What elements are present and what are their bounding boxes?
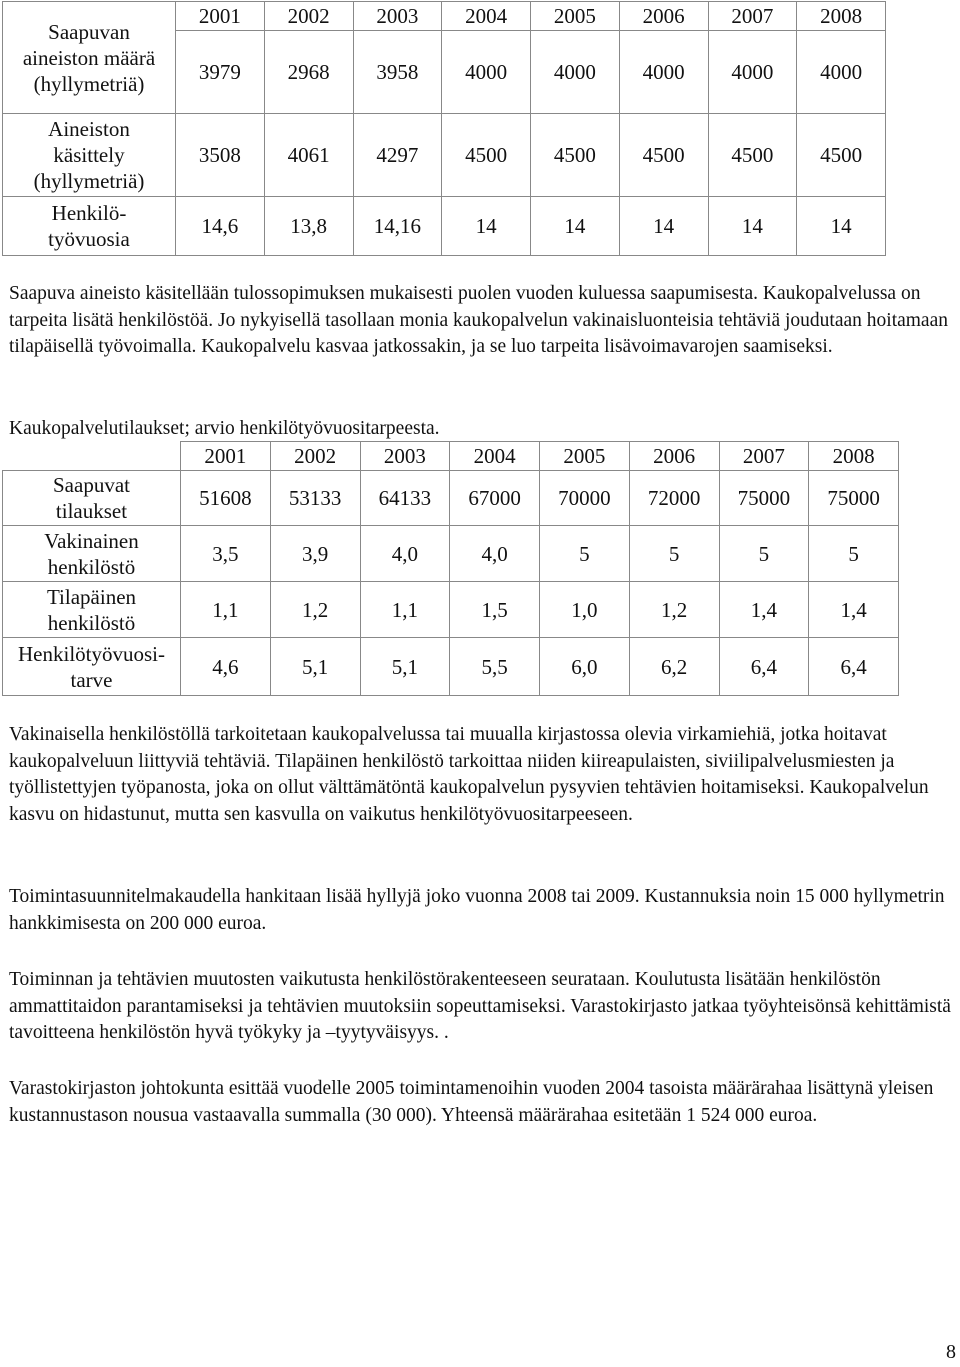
row-label: Henkilö- [51, 201, 127, 225]
table-cell: 1,5 [450, 582, 540, 638]
table-cell: 14 [797, 197, 886, 256]
table-cell: 1,4 [719, 582, 809, 638]
table-cell: 3,9 [270, 526, 360, 582]
year-header: 2005 [531, 2, 620, 31]
table-cell [3, 2, 176, 114]
table-cell: 4500 [619, 114, 708, 197]
table-cell: 75000 [809, 471, 899, 526]
row-label: aineiston määrä [22, 45, 156, 70]
table-cell: 6,4 [719, 638, 809, 696]
row-label: (hyllymetriä) [33, 71, 145, 96]
year-header: 2008 [797, 2, 886, 31]
year-header: 2001 [181, 442, 271, 471]
table-caption: Kaukopalvelutilaukset; arvio henkilötyövuositarpeesta. [9, 418, 440, 439]
table-cell: 14 [619, 197, 708, 256]
table-cell: 1,2 [629, 582, 719, 638]
table-cell: 3979 [176, 31, 265, 114]
table-cell: 67000 [450, 471, 540, 526]
year-header: 2007 [719, 442, 809, 471]
paragraph: Varastokirjaston johtokunta esittää vuodelle 2005 toimintamenoihin vuoden 2004 tasoista määrärahaa lisättynä yleisen kustannustason nousua vastaavalla summalla (30 000). Yhteensä määrärahaa esitetään 1 524 000 euroa. [9, 1078, 934, 1126]
row-label: henkilöstö [47, 554, 136, 579]
interlibrary-loan-table [2, 441, 899, 696]
table-row [3, 471, 899, 526]
year-header: 2005 [540, 442, 630, 471]
row-label: Vakinainen [44, 528, 139, 553]
table-row [3, 526, 899, 582]
table-cell: 4500 [442, 114, 531, 197]
year-header: 2006 [629, 442, 719, 471]
table-cell: 5 [809, 526, 899, 582]
table-cell: 64133 [360, 471, 450, 526]
table-row [3, 638, 899, 696]
year-header: 2008 [809, 442, 899, 471]
table-cell: 4500 [531, 114, 620, 197]
row-label: henkilöstö [47, 610, 136, 635]
table-cell: 1,2 [270, 582, 360, 638]
table-cell: 72000 [629, 471, 719, 526]
row-label: Henkilötyövuosi- [18, 641, 165, 666]
shelf-metres-table [2, 1, 886, 256]
row-label-cell [3, 526, 181, 582]
table-cell: 3,5 [181, 526, 271, 582]
table-row [3, 582, 899, 638]
year-header: 2007 [708, 2, 797, 31]
row-label: työvuosia [48, 227, 130, 251]
table-cell: 3508 [176, 114, 265, 197]
table-cell: 4000 [708, 31, 797, 114]
table-cell: 4000 [619, 31, 708, 114]
table-cell: 4,0 [360, 526, 450, 582]
paragraph: Saapuva aineisto käsitellään tulossopimuksen mukaisesti puolen vuoden kuluessa saapumisesta. Kaukopalvelussa on tarpeita lisätä henkilöstöä. Jo nykyisellä tasollaan monia kaukopalvelun vakinaisluonteisia tehtäviä joudutaan hoitamaan tilapäisellä työvoimalla. Kaukopalvelu kasvaa jatkossakin, ja se luo tarpeita lisävoimavarojen saamiseksi. [9, 283, 948, 357]
table-cell: 4000 [531, 31, 620, 114]
table-cell: 4000 [797, 31, 886, 114]
table-cell: 4500 [708, 114, 797, 197]
table-cell: 1,1 [181, 582, 271, 638]
page-number: 8 [946, 1341, 956, 1363]
table-cell: 75000 [719, 471, 809, 526]
year-header: 2002 [264, 2, 353, 31]
table-cell: 70000 [540, 471, 630, 526]
table-cell: 1,1 [360, 582, 450, 638]
table-cell: 3958 [353, 31, 442, 114]
table-cell: 14,6 [176, 197, 265, 256]
table-corner-cell [3, 442, 181, 471]
row-label: (hyllymetriä) [33, 169, 145, 193]
row-label: tarve [70, 667, 113, 692]
row-label-cell [3, 471, 181, 526]
year-header: 2001 [176, 2, 265, 31]
row-label: Saapuvan [48, 19, 130, 44]
table-cell: 13,8 [264, 197, 353, 256]
paragraph: Toimintasuunnitelmakaudella hankitaan lisää hyllyjä joko vuonna 2008 tai 2009. Kustannuksia noin 15 000 hyllymetrin hankkimisesta on 200 000 euroa. [9, 886, 945, 934]
table-cell: 6,2 [629, 638, 719, 696]
row-label: Saapuvat [53, 473, 130, 497]
table-cell: 5 [719, 526, 809, 582]
year-header: 2002 [270, 442, 360, 471]
year-header: 2004 [442, 2, 531, 31]
row-label-cell [3, 638, 181, 696]
table-header-row [3, 442, 899, 471]
year-header: 2003 [353, 2, 442, 31]
table-cell: 4,0 [450, 526, 540, 582]
table-row [3, 197, 886, 256]
table-cell: 4061 [264, 114, 353, 197]
row-label: Tilapäinen [46, 584, 137, 609]
table-cell: 4297 [353, 114, 442, 197]
row-label-cell [3, 197, 176, 256]
year-header: 2006 [619, 2, 708, 31]
paragraph: Vakinaisella henkilöstöllä tarkoitetaan kaukopalvelussa tai muualla kirjastossa olevia virkamiehiä, jotka hoitavat kaukopalveluun liittyviä tehtäviä. Tilapäinen henkilöstö tarkoittaa niiden kiireapulaisten, siviilipalvelusmiesten ja työllistettyjen työpanosta, joka on ollut välttämätöntä kaukopalvelun pysyvien tehtävien hoitamiseksi. Kaukopalvelun kasvu on hidastunut, mutta sen kasvulla on vaikutus henkilötyövuositarpeeseen. [9, 724, 929, 825]
table-cell: 5,1 [270, 638, 360, 696]
table-cell: 6,4 [809, 638, 899, 696]
row-label: käsittely [53, 143, 125, 167]
table-cell: 5,1 [360, 638, 450, 696]
year-header: 2004 [450, 442, 540, 471]
row-label-cell [3, 114, 176, 197]
table-header-row [3, 2, 886, 31]
table-cell: 5 [540, 526, 630, 582]
table-cell: 14 [531, 197, 620, 256]
table-cell: 14,16 [353, 197, 442, 256]
paragraph: Toiminnan ja tehtävien muutosten vaikutusta henkilöstörakenteeseen seurataan. Koulutusta lisätään henkilöstön ammattitaidon parantamiseksi ja tehtävien muutoksiin sopeuttamiseksi. Varastokirjasto jatkaa työyhteisönsä kehittämistä tavoitteena henkilöstön hyvä työkyky ja –tyytyväisyys. . [9, 969, 951, 1043]
table-cell: 4,6 [181, 638, 271, 696]
table-cell: 2968 [264, 31, 353, 114]
table-row [3, 114, 886, 197]
table-cell: 1,0 [540, 582, 630, 638]
table-cell: 4500 [797, 114, 886, 197]
table-cell: 14 [708, 197, 797, 256]
table-cell: 4000 [442, 31, 531, 114]
table-cell: 6,0 [540, 638, 630, 696]
row-label-cell [3, 582, 181, 638]
table-cell: 14 [442, 197, 531, 256]
table-cell: 1,4 [809, 582, 899, 638]
row-label: tilaukset [55, 499, 128, 523]
row-label: Aineiston [48, 117, 130, 141]
table-cell: 51608 [181, 471, 271, 526]
year-header: 2003 [360, 442, 450, 471]
table-cell: 53133 [270, 471, 360, 526]
table-cell: 5 [629, 526, 719, 582]
table-cell: 5,5 [450, 638, 540, 696]
